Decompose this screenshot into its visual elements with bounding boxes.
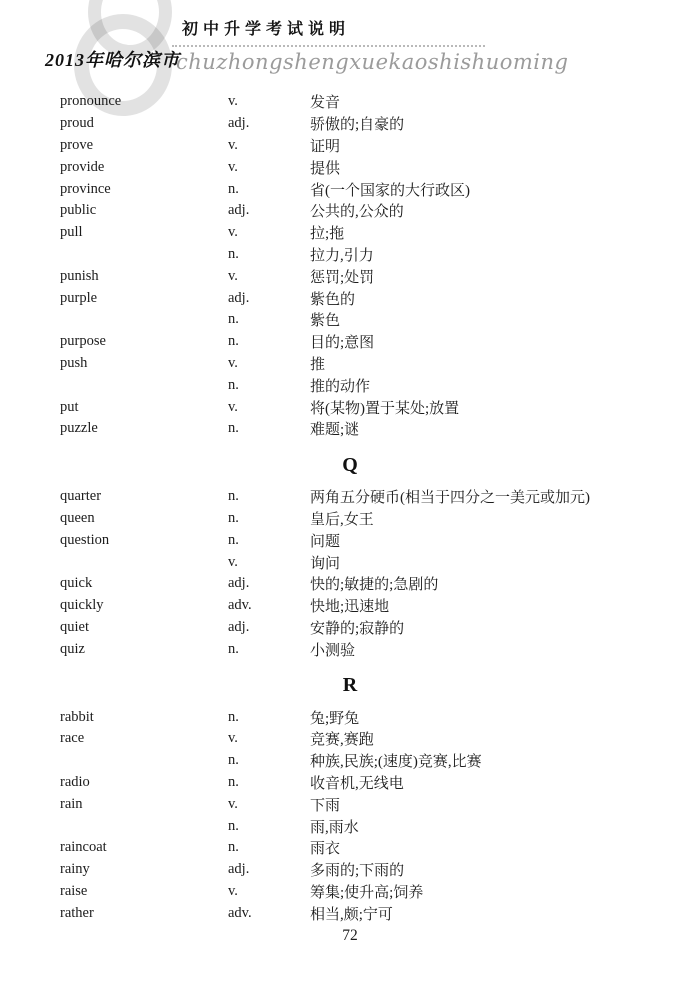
pos-cell: n. bbox=[228, 640, 239, 657]
pos-cell: adv. bbox=[228, 597, 252, 614]
meaning-cell: 相当,颇;宁可 bbox=[310, 906, 393, 923]
word-cell: quickly bbox=[60, 597, 104, 614]
word-cell: quiz bbox=[60, 640, 85, 657]
meaning-cell: 安静的;寂静的 bbox=[310, 620, 405, 637]
vocab-row bbox=[0, 881, 700, 903]
vocab-row bbox=[0, 244, 700, 266]
meaning-cell: 皇后,女王 bbox=[310, 511, 374, 528]
pos-cell: v. bbox=[228, 224, 238, 241]
vocab-row bbox=[0, 200, 700, 222]
meaning-cell: 雨衣 bbox=[310, 841, 341, 858]
vocab-row bbox=[0, 396, 700, 418]
page-number: 72 bbox=[342, 927, 358, 944]
meaning-cell: 两角五分硬币(相当于四分之一美元或加元) bbox=[310, 490, 590, 507]
meaning-cell: 小测验 bbox=[310, 642, 356, 659]
meaning-cell: 紫色的 bbox=[310, 291, 356, 308]
word-cell: rainy bbox=[60, 861, 90, 878]
vocab-list bbox=[0, 91, 700, 924]
meaning-cell: 推的动作 bbox=[310, 378, 371, 395]
vocab-row bbox=[0, 222, 700, 244]
word-cell: quiet bbox=[60, 618, 89, 635]
word-cell: race bbox=[60, 730, 85, 747]
vocab-row bbox=[0, 706, 700, 728]
document-title: 初中升学考试说明 bbox=[182, 21, 351, 38]
vocab-row bbox=[0, 617, 700, 639]
word-cell: put bbox=[60, 398, 79, 415]
meaning-cell: 惩罚;处罚 bbox=[310, 269, 375, 286]
meaning-cell: 骄傲的;自豪的 bbox=[310, 117, 405, 134]
word-cell: queen bbox=[60, 509, 95, 526]
word-cell: raise bbox=[60, 882, 88, 899]
word-cell: quarter bbox=[60, 488, 102, 505]
vocab-row bbox=[0, 595, 700, 617]
vocab-row bbox=[0, 156, 700, 178]
pos-cell: v. bbox=[228, 795, 238, 812]
vocab-row bbox=[0, 331, 700, 353]
meaning-cell: 种族,民族;(速度)竞赛,比赛 bbox=[310, 754, 482, 771]
pos-cell: n. bbox=[228, 531, 239, 548]
word-cell: question bbox=[60, 531, 110, 548]
vocab-row bbox=[0, 529, 700, 551]
word-cell: pronounce bbox=[60, 93, 122, 110]
meaning-cell: 快的;敏捷的;急剧的 bbox=[310, 577, 439, 594]
meaning-cell: 竞赛,赛跑 bbox=[310, 732, 374, 749]
pos-cell: v. bbox=[228, 158, 238, 175]
pos-cell: v. bbox=[228, 398, 238, 415]
word-cell: prove bbox=[60, 136, 94, 153]
meaning-cell: 兔;野兔 bbox=[310, 710, 360, 727]
word-cell: rabbit bbox=[60, 708, 94, 725]
pos-cell: n. bbox=[228, 708, 239, 725]
meaning-cell: 快地;迅速地 bbox=[310, 599, 390, 616]
pos-cell: n. bbox=[228, 311, 239, 328]
pos-cell: n. bbox=[228, 817, 239, 834]
meaning-cell: 问题 bbox=[310, 533, 341, 550]
pos-cell: adj. bbox=[228, 289, 250, 306]
word-cell: pull bbox=[60, 224, 83, 241]
meaning-cell: 发音 bbox=[310, 95, 341, 112]
vocab-row bbox=[0, 772, 700, 794]
pos-cell: n. bbox=[228, 509, 239, 526]
page-footer bbox=[0, 927, 700, 945]
word-cell: rather bbox=[60, 904, 94, 921]
vocab-row bbox=[0, 837, 700, 859]
pos-cell: adj. bbox=[228, 115, 250, 132]
vocab-row bbox=[0, 113, 700, 135]
meaning-cell: 提供 bbox=[310, 160, 341, 177]
vocab-row bbox=[0, 638, 700, 660]
vocab-row bbox=[0, 374, 700, 396]
vocab-row bbox=[0, 573, 700, 595]
meaning-cell: 询问 bbox=[310, 555, 341, 572]
pos-cell: n. bbox=[228, 420, 239, 437]
word-cell: purple bbox=[60, 289, 98, 306]
word-cell: raincoat bbox=[60, 839, 107, 856]
vocab-row bbox=[0, 135, 700, 157]
pos-cell: v. bbox=[228, 730, 238, 747]
pos-cell: v. bbox=[228, 267, 238, 284]
meaning-cell: 雨,雨水 bbox=[310, 819, 359, 836]
word-cell: quick bbox=[60, 575, 93, 592]
vocab-row bbox=[0, 287, 700, 309]
pos-cell: adj. bbox=[228, 575, 250, 592]
vocab-row bbox=[0, 551, 700, 573]
word-cell: rain bbox=[60, 795, 83, 812]
pos-cell: v. bbox=[228, 882, 238, 899]
pos-cell: v. bbox=[228, 354, 238, 371]
pos-cell: n. bbox=[228, 333, 239, 350]
meaning-cell: 目的;意图 bbox=[310, 335, 375, 352]
word-cell: push bbox=[60, 354, 88, 371]
meaning-cell: 难题;谜 bbox=[310, 422, 360, 439]
pos-cell: n. bbox=[228, 752, 239, 769]
pinyin-subtitle: chuzhongshengxuekaoshishuoming bbox=[176, 50, 569, 74]
pos-cell: n. bbox=[228, 180, 239, 197]
meaning-cell: 下雨 bbox=[310, 797, 341, 814]
meaning-cell: 收音机,无线电 bbox=[310, 775, 404, 792]
vocab-row bbox=[0, 750, 700, 772]
pos-cell: adv. bbox=[228, 904, 252, 921]
meaning-cell: 拉;拖 bbox=[310, 226, 345, 243]
meaning-cell: 证明 bbox=[310, 138, 341, 155]
pos-cell: v. bbox=[228, 136, 238, 153]
vocab-row bbox=[0, 793, 700, 815]
meaning-cell: 省(一个国家的大行政区) bbox=[310, 182, 470, 199]
vocab-row bbox=[0, 902, 700, 924]
vocab-row bbox=[0, 486, 700, 508]
word-cell: public bbox=[60, 202, 97, 219]
edition-label: 2013年哈尔滨市 bbox=[45, 50, 180, 70]
pos-cell: adj. bbox=[228, 202, 250, 219]
meaning-cell: 拉力,引力 bbox=[310, 247, 374, 264]
pos-cell: v. bbox=[228, 553, 238, 570]
pos-cell: n. bbox=[228, 488, 239, 505]
word-cell: proud bbox=[60, 115, 94, 132]
vocab-row bbox=[0, 508, 700, 530]
pos-cell: n. bbox=[228, 376, 239, 393]
section-letter-Q: Q bbox=[342, 453, 358, 476]
vocab-row bbox=[0, 178, 700, 200]
vocab-row bbox=[0, 815, 700, 837]
meaning-cell: 紫色 bbox=[310, 313, 341, 330]
vocab-row bbox=[0, 309, 700, 331]
word-cell: provide bbox=[60, 158, 105, 175]
vocab-row bbox=[0, 91, 700, 113]
pos-cell: v. bbox=[228, 93, 238, 110]
section-letter-R: R bbox=[342, 674, 358, 697]
vocab-row bbox=[0, 859, 700, 881]
word-cell: puzzle bbox=[60, 420, 98, 437]
meaning-cell: 推 bbox=[310, 356, 326, 373]
meaning-cell: 公共的,公众的 bbox=[310, 204, 404, 221]
vocab-row bbox=[0, 353, 700, 375]
word-cell: punish bbox=[60, 267, 99, 284]
meaning-cell: 多雨的;下雨的 bbox=[310, 863, 405, 880]
pos-cell: n. bbox=[228, 245, 239, 262]
dotted-divider bbox=[172, 45, 485, 47]
word-cell: radio bbox=[60, 773, 90, 790]
meaning-cell: 将(某物)置于某处;放置 bbox=[310, 400, 460, 417]
meaning-cell: 筹集;使升高;饲养 bbox=[310, 884, 424, 901]
vocab-row bbox=[0, 728, 700, 750]
word-cell: province bbox=[60, 180, 111, 197]
pos-cell: adj. bbox=[228, 618, 250, 635]
vocab-row bbox=[0, 418, 700, 440]
pos-cell: n. bbox=[228, 839, 239, 856]
pos-cell: adj. bbox=[228, 861, 250, 878]
vocab-row bbox=[0, 265, 700, 287]
word-cell: purpose bbox=[60, 333, 106, 350]
pos-cell: n. bbox=[228, 773, 239, 790]
